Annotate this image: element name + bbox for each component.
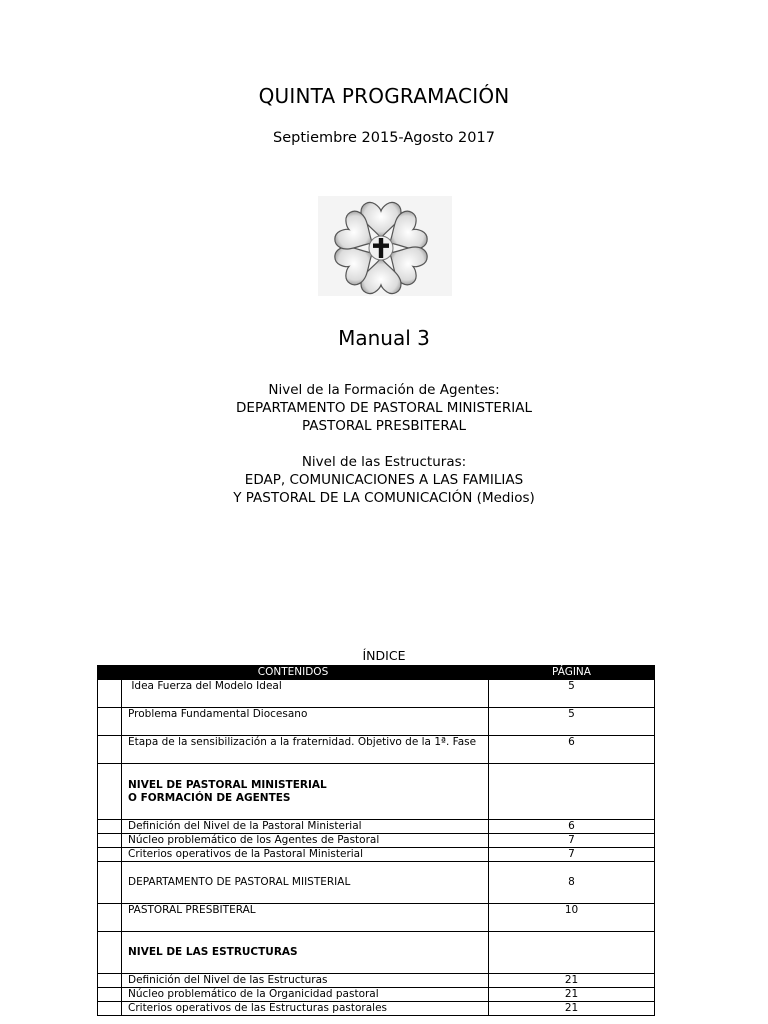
index-header-row xyxy=(98,666,655,680)
document-title: QUINTA PROGRAMACIÓN xyxy=(258,84,510,108)
table-row xyxy=(98,1002,655,1016)
table-row xyxy=(98,988,655,1002)
row-text: Definición del Nivel de la Pastoral Ministerial xyxy=(122,820,489,834)
table-row xyxy=(98,820,655,834)
row-page: 5 xyxy=(489,708,655,736)
row-page: 7 xyxy=(489,834,655,848)
manual-number: Manual 3 xyxy=(338,326,430,350)
row-page: 10 xyxy=(489,904,655,932)
table-row xyxy=(98,932,655,974)
row-text: Problema Fundamental Diocesano xyxy=(122,708,489,736)
row-page xyxy=(489,764,655,820)
row-text: Núcleo problemático de la Organicidad pastoral xyxy=(122,988,489,1002)
document-subtitle: Septiembre 2015-Agosto 2017 xyxy=(273,130,495,146)
column-header-contents: CONTENIDOS xyxy=(98,666,489,680)
row-text-line-2: O FORMACIÓN DE AGENTES xyxy=(128,791,291,804)
levels-block xyxy=(0,381,768,507)
formacion-heading: Nivel de la Formación de Agentes: xyxy=(268,382,500,398)
row-section-heading: NIVEL DE LAS ESTRUCTURAS xyxy=(122,932,489,974)
row-page: 21 xyxy=(489,974,655,988)
estructuras-line-2: Y PASTORAL DE LA COMUNICACIÓN (Medios) xyxy=(233,490,535,506)
row-text: DEPARTAMENTO DE PASTORAL MIISTERIAL xyxy=(122,862,489,904)
table-row xyxy=(98,736,655,764)
estructuras-heading: Nivel de las Estructuras: xyxy=(301,454,467,470)
row-page: 8 xyxy=(489,862,655,904)
table-row xyxy=(98,764,655,820)
index-table xyxy=(97,665,655,1016)
row-page: 5 xyxy=(489,680,655,708)
index-title: ÍNDICE xyxy=(362,648,406,663)
row-page: 21 xyxy=(489,988,655,1002)
row-section-heading xyxy=(122,764,489,820)
table-row xyxy=(98,708,655,736)
heart-flower-cross-logo xyxy=(318,196,452,296)
row-page: 7 xyxy=(489,848,655,862)
table-row xyxy=(98,974,655,988)
row-page xyxy=(489,932,655,974)
row-page: 21 xyxy=(489,1002,655,1016)
row-text: PASTORAL PRESBITERAL xyxy=(122,904,489,932)
column-header-page: PÁGINA xyxy=(489,666,655,680)
table-row xyxy=(98,904,655,932)
row-page: 6 xyxy=(489,820,655,834)
table-row xyxy=(98,862,655,904)
row-text: NIVEL DE PASTORAL MINISTERIAL xyxy=(128,778,327,791)
table-row xyxy=(98,848,655,862)
row-text: Definición del Nivel de las Estructuras xyxy=(122,974,489,988)
row-text: Etapa de la sensibilización a la fraternidad. Objetivo de la 1ª. Fase xyxy=(122,736,489,764)
formacion-line-2: PASTORAL PRESBITERAL xyxy=(301,418,467,434)
row-text: Criterios operativos de las Estructuras pastorales xyxy=(122,1002,489,1016)
row-text: Núcleo problemático de los Agentes de Pastoral xyxy=(122,834,489,848)
row-text: Criterios operativos de la Pastoral Ministerial xyxy=(122,848,489,862)
table-row xyxy=(98,834,655,848)
table-row xyxy=(98,680,655,708)
estructuras-line-1: EDAP, COMUNICACIONES A LAS FAMILIAS xyxy=(244,472,524,488)
formacion-line-1: DEPARTAMENTO DE PASTORAL MINISTERIAL xyxy=(236,400,532,416)
row-text: Idea Fuerza del Modelo Ideal xyxy=(122,680,489,708)
row-page: 6 xyxy=(489,736,655,764)
